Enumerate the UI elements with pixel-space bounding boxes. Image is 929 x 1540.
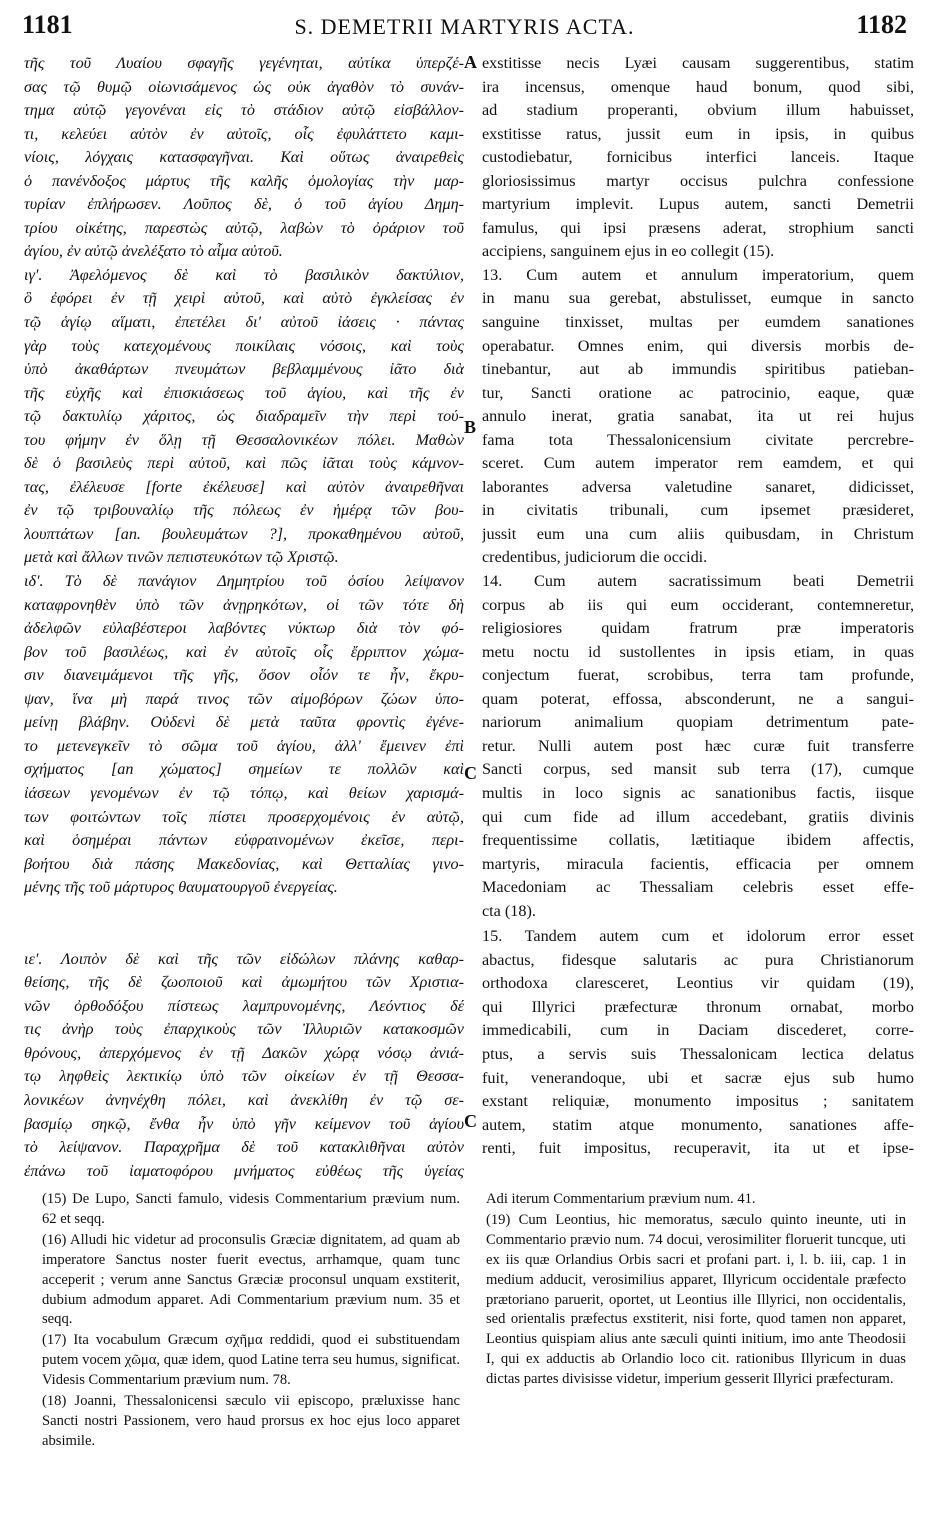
latin-line: operabatur. Omnes enim, qui diversis morbis de-: [482, 336, 914, 355]
latin-line: corpus ab iis qui eum occiderant, contemneretur,: [482, 595, 914, 614]
latin-line: retur. Nulli autem post hæc curæ fuit transferre: [482, 736, 914, 755]
greek-line: λουπτάτων [an. βουλευμάτων ?], προκαθημένου αὐτοῦ,: [24, 524, 464, 543]
latin-line: Macedoniam ac Thessaliam celebris esset effe-: [482, 878, 914, 897]
latin-line: in manu sua gerebat, abstulisset, eumque in sancto: [482, 289, 914, 308]
latin-line: jussit eum una cum aliis quibusdam, in Christum: [482, 524, 914, 543]
latin-line: laborantes adversa valetudine sanaret, didicisset,: [482, 477, 914, 496]
greek-block-2: [24, 264, 464, 570]
latin-block-3: [482, 570, 914, 923]
section-marker-b: B: [464, 417, 477, 437]
latin-line: exstant reliquiæ, monumento impositus ; sanitatem: [482, 1092, 914, 1111]
greek-line: μείνῃ βλάβην. Οὐδενὶ δὲ μετὰ ταῦτα φροντὶς ἐγένε-: [24, 713, 464, 732]
latin-line: immedicabili, cum in Daciam discederet, corre-: [482, 1021, 914, 1040]
greek-line: λονικέων ἀνηνέχθη πόλει, καὶ ἀνεκλίθη ἐν τῷ σε-: [24, 1090, 464, 1109]
latin-line: nariorum animalium quopiam detrimentum pate-: [482, 713, 914, 732]
greek-line: το μετενεγκεῖν τὸ σῶμα τοῦ ἁγίου, ἀλλ' ἔμεινεν ἐπὶ: [24, 736, 464, 755]
greek-line: τρίου οἰκέτης, παρεστὼς αὐτῷ, λαβὼν τὸ ὀράριον τοῦ: [24, 218, 464, 237]
footnote: (17) Ita vocabulum Græcum σχῆμα reddidi, quod ei substituendam putem vocem χῶμα, quæ idem, quod Latine terra seu humus, significat. Videsis Commentarium prævium num. 78.: [42, 1332, 460, 1389]
latin-block-4: [482, 925, 914, 1160]
latin-line: ptus, a servis suis Thessalonicam lectica delatus: [482, 1044, 914, 1063]
greek-line: καταφρονηθὲν ὑπὸ τῶν ἀνῃρηκότων, οἱ τῶν τότε δὴ: [24, 595, 464, 614]
section-marker-c-second: C: [464, 1111, 477, 1131]
greek-line: ὑπὸ ἀκαθάρτων πνευμάτων βεβλαμμένους ἰᾶτο διὰ: [24, 360, 464, 379]
greek-line: νίοις, λόγχαις κατασφαγῆναι. Καὶ οὕτως ἀναιρεθεὶς: [24, 148, 464, 167]
page-number-left: 1181: [22, 10, 73, 39]
greek-line: σιν διανειμάμενοι τῆς γῆς, ὅσον οἷόν τε ἦν, ἔκρυ-: [24, 666, 464, 685]
latin-line: religiosiores quidam fratrum præ imperatoris: [482, 619, 914, 638]
latin-line: conjectum fuerat, scrobibus, terra tam profunde,: [482, 666, 914, 685]
greek-line: ιδ'. Τὸ δὲ πανάγιον Δημητρίου τοῦ ὁσίου λείψανον: [24, 572, 464, 591]
greek-line: σας τῷ θυμῷ οἰωνισάμενος ὡς οὐκ ἀγαθὸν τὸ συνάν-: [24, 77, 464, 96]
greek-line: ψαν, ἵνα μὴ παρά τινος τῶν αἱμοβόρων ζώων ὑπο-: [24, 689, 464, 708]
greek-line: γὰρ τοὺς κατεχομένους ποικίλαις νόσοις, καὶ τοὺς: [24, 336, 464, 355]
running-title: S. DEMETRII MARTYRIS ACTA.: [294, 14, 635, 39]
footnote: Adi iterum Commentarium prævium num. 41.: [486, 1191, 756, 1207]
greek-line: τῆς τοῦ Λυαίου σφαγῆς γεγένηται, αὐτίκα ὑπερζέ-: [24, 54, 464, 72]
greek-line: μετὰ καὶ ἄλλων τινῶν πεπιστευκότων τῷ Χριστῷ.: [24, 548, 339, 567]
greek-line: μένης τῆς τοῦ μάρτυρος θαυματουργοῦ ἐνεργείας.: [24, 878, 338, 897]
greek-column: [24, 52, 464, 1183]
greek-line: τις ἀνὴρ τοὺς ἐπαρχικοὺς τῶν Ἰλλυριῶν κατακοσμῶν: [24, 1020, 464, 1039]
footnote: (15) De Lupo, Sancti famulo, videsis Commentarium prævium num. 62 et seqq.: [42, 1191, 460, 1227]
latin-line: abactus, fidesque salutaris ac pura Christianorum: [482, 950, 914, 969]
latin-line: quam poterat, effossa, absconderunt, ne a sangui-: [482, 689, 914, 708]
section-marker-a: A: [464, 52, 477, 72]
greek-line: δὲ ὁ βασιλεὺς περὶ αὐτοῦ, καὶ πῶς ἰᾶται τοὺς κάμνον-: [24, 454, 464, 473]
greek-line: ὃ ἐφόρει ἐν τῇ χειρὶ αὐτοῦ, καὶ αὐτὸ ἐγκλείσας ἐν: [24, 289, 464, 308]
latin-line: accipiens, sanguinem ejus in eo collegit (15).: [482, 242, 775, 261]
greek-line: τι, κελεύει αὐτὸν ἐν αὐτοῖς, οἷς ἐφυλάττετο καμι-: [24, 124, 464, 143]
latin-line: qui cum fide ad illum accedebant, gratiis divinis: [482, 807, 914, 826]
latin-line: credentibus, judiciorum die occidi.: [482, 548, 708, 567]
greek-line: ἐν τῷ τριβουναλίῳ τῆς πόλεως ἐν ἡμέρᾳ τῶν βου-: [24, 501, 464, 520]
latin-line: qui Illyrici præfecturæ thronum ornabat, morbo: [482, 997, 914, 1016]
greek-line: τας, ἐλέλευσε [forte ἐκέλευσε] καὶ αὐτὸν ἀναιρεθῆναι: [24, 477, 464, 496]
latin-line: annulo inerat, gratia sanabat, ita ut rei hujus: [482, 407, 914, 426]
latin-line: fuit, venerandoque, ubi et sacræ ejus sub humo: [482, 1068, 914, 1087]
greek-line: τυρίαν ἐπλήρωσεν. Λοῦπος δὲ, ὁ τοῦ ἁγίου Δημη-: [24, 195, 464, 214]
latin-line: autem, statim atque monumento, sanationes affe-: [482, 1115, 914, 1134]
greek-line: των φοιτώντων τοῖς πίστει προσερχομένοις ἐν αὐτῷ,: [24, 807, 464, 826]
greek-line: βον τοῦ βασιλέως, καὶ ἐν αὐτοῖς οἷς ἔρριπτον χώμα-: [24, 642, 464, 661]
section-marker-c: C: [464, 763, 477, 783]
greek-line: νῶν ὀρθοδόξου πίστεως λαμπρυνομένης, Λεόντιος δέ: [24, 996, 464, 1015]
greek-line: ιε'. Λοιπὸν δὲ καὶ τῆς τῶν εἰδώλων πλάνης καθαρ-: [24, 949, 464, 968]
latin-line: ira incensus, omenque haud bonum, quod sibi,: [482, 77, 914, 96]
greek-block-4: [24, 948, 464, 1183]
latin-line: 15. Tandem autem cum et idolorum error esset: [482, 927, 914, 946]
greek-line: ἐπάνω τοῦ ἰαματοφόρου μνήματος εὐθέως τῆς ὑγείας: [24, 1161, 464, 1180]
latin-line: exstitisse necis Lyæi causam suggerentibus, statim: [482, 54, 914, 72]
latin-line: sanguine tinxisset, multas per eumdem sanationes: [482, 313, 914, 332]
latin-line: cta (18).: [482, 901, 536, 920]
page-number-right: 1182: [856, 10, 907, 39]
greek-line: του φήμην ἐν ὅλῃ τῇ Θεσσαλονικέων πόλει. Μαθὼν: [24, 430, 464, 449]
greek-line: βασμίῳ σηκῷ, ἔνθα ἦν ὑπὸ γῆν κείμενον τοῦ ἁγίου: [24, 1114, 464, 1133]
footnote: (16) Alludi hic videtur ad proconsulis Græciæ dignitatem, ad quam ab imperatore Sanctus noster fuerit evectus, arrhamque, quam tunc acceperit ; verum anne Sanctus Græciæ proconsul unquam exstiterit, dubium admodum apparet. Adi Commentarium prævium num. 35 et seqq.: [42, 1231, 460, 1328]
latin-line: famulus, qui ipsi præsens aderat, strophium sancti: [482, 218, 914, 237]
latin-line: martyris, miracula facientis, efficacia per omnem: [482, 854, 914, 873]
latin-line: 13. Cum autem et annulum imperatorium, quem: [482, 265, 914, 284]
latin-line: metu noctu id sustollentes in ipsis etiam, in quas: [482, 642, 914, 661]
latin-line: martyrium implevit. Lupus autem, sancti Demetrii: [482, 195, 914, 214]
latin-line: tinebantur, aut ab immundis spiritibus patieban-: [482, 360, 914, 379]
greek-block-3: [24, 570, 464, 900]
latin-block-2: [482, 264, 914, 570]
latin-line: gloriosissimus martyr occisus pulchra confessione: [482, 171, 914, 190]
greek-line: ἀδελφῶν εὐλαβέστεροι λαβόντες νύκτωρ διὰ τὸν φό-: [24, 619, 464, 638]
greek-line: τὸ λείψανον. Παραχρῆμα δὲ τοῦ κατακλιθῆναι αὐτὸν: [24, 1138, 464, 1157]
greek-line: ιγ'. Ἀφελόμενος δὲ καὶ τὸ βασιλικὸν δακτύλιον,: [24, 265, 464, 284]
greek-block-1: [24, 52, 464, 264]
greek-line: καὶ ὁσημέραι πάντων εὐφραινομένων ἐκεῖσε, περι-: [24, 831, 464, 850]
greek-line: τῳ ληφθεὶς λεκτικίῳ ὑπὸ τῶν οἰκείων ἐν τῇ Θεσσα-: [24, 1067, 464, 1086]
greek-line: τῆς εὐχῆς καὶ ἐπισκιάσεως τοῦ ἁγίου, καὶ τῆς ἐν: [24, 383, 464, 402]
greek-line: ἁγίου, ἐν αὐτῷ ἀνελέξατο τὸ αἷμα αὐτοῦ.: [24, 242, 283, 261]
latin-line: orthodoxa claresceret, Leontius vir quidam (19),: [482, 974, 914, 993]
greek-line: τημα αὐτῷ γεγονέναι εἰς τὸ στάδιον αὐτῷ εἰσβάλλον-: [24, 101, 464, 120]
footnote: (19) Cum Leontius, hic memoratus, sæculo quinto ineunte, uti in Commentario prævio num. 74 docui, verosimiliter floruerit tuncque, uti ex iis quæ Orlandius Orbis sacri et profani part. i, l. b. iii, cap. 1 in medium adducit, verosimilius apparet, Illyricum occidentale præfecto prætoriano paruerit, oportet, ut Leontius ille Illyrici, non occidentalis, sed orientalis præfectus exstiterit, nisi forte, quod tamen non apparet, Leontius quispiam alius ante sæculi quinti initium, imo ante Theodosii I, qui ex adductis ab Orlandio loco cit. rationibus Illyricum in duas dictas partes divisisse videtur, imperium gesserit Illyrici præfecturam.: [486, 1211, 906, 1388]
latin-line: exstitisse ratus, jussit eum in ipsis, in quibus: [482, 124, 914, 143]
latin-line: frequentissime collatis, lætitiaque ibidem affectis,: [482, 831, 914, 850]
latin-line: 14. Cum autem sacratissimum beati Demetrii: [482, 572, 914, 591]
greek-line: τῷ ἁγίῳ αἵματι, ἐπετέλει δι' αὐτοῦ ἰάσεις · πάντας: [24, 313, 464, 332]
latin-line: Sancti corpus, sed mansit sub terra (17), cumque: [482, 760, 914, 779]
latin-line: tur, Sancti oratione ac patrocinio, eaque, quæ: [482, 383, 914, 402]
latin-line: multis in loco signis ac sanationibus factis, iisque: [482, 783, 914, 802]
greek-line: θρόνους, ἀπερχόμενος ἐν τῇ Δακῶν χώρᾳ νόσῳ ἀνιά-: [24, 1043, 464, 1062]
latin-line: renti, fuit impositus, recuperavit, ita ut et ipse-: [482, 1139, 914, 1158]
footnote: (18) Joanni, Thessalonicensi sæculo vii episcopo, præluxisse hanc Sancti nostri Passionem, vero haud prorsus ex hoc ejus loco apparet absimile.: [42, 1393, 460, 1449]
latin-line: in civitatis tribunali, cum ipsemet præsideret,: [482, 501, 914, 520]
latin-line: custodiebatur, fornicibus interfici lanceis. Itaque: [482, 148, 914, 167]
page-header: [22, 10, 907, 50]
footnotes-right: [486, 1190, 906, 1391]
latin-column: [482, 52, 914, 1161]
greek-line: τῷ δακτυλίῳ χάριτος, ὡς διαδραμεῖν τὴν περὶ τού-: [24, 407, 464, 426]
greek-line: ὁ πανένδοξος μάρτυς τῆς καλῆς ὁμολογίας τὴν μαρ-: [24, 171, 464, 190]
greek-line: θείσης, τῆς δὲ ζωοποιοῦ καὶ ἀμωμήτου τῶν Χριστια-: [24, 973, 464, 992]
greek-line: σχήματος [an χώματος] σημείων τε πολλῶν καὶ: [24, 760, 464, 779]
greek-line: ἰάσεων γενομένων ἐν τῷ τόπῳ, καὶ θείων χαρισμά-: [24, 783, 464, 802]
greek-line: βοήτου διὰ πάσης Μακεδονίας, καὶ Θετταλίας γινο-: [24, 854, 464, 873]
latin-block-1: [482, 52, 914, 264]
latin-line: sceret. Cum autem imperator rem eamdem, et qui: [482, 454, 914, 473]
footnotes-left: [42, 1190, 460, 1453]
latin-line: ad stadium properanti, obvium illum habuisset,: [482, 101, 914, 120]
latin-line: fama tota Thessalonicensium civitate percrebre-: [482, 430, 914, 449]
